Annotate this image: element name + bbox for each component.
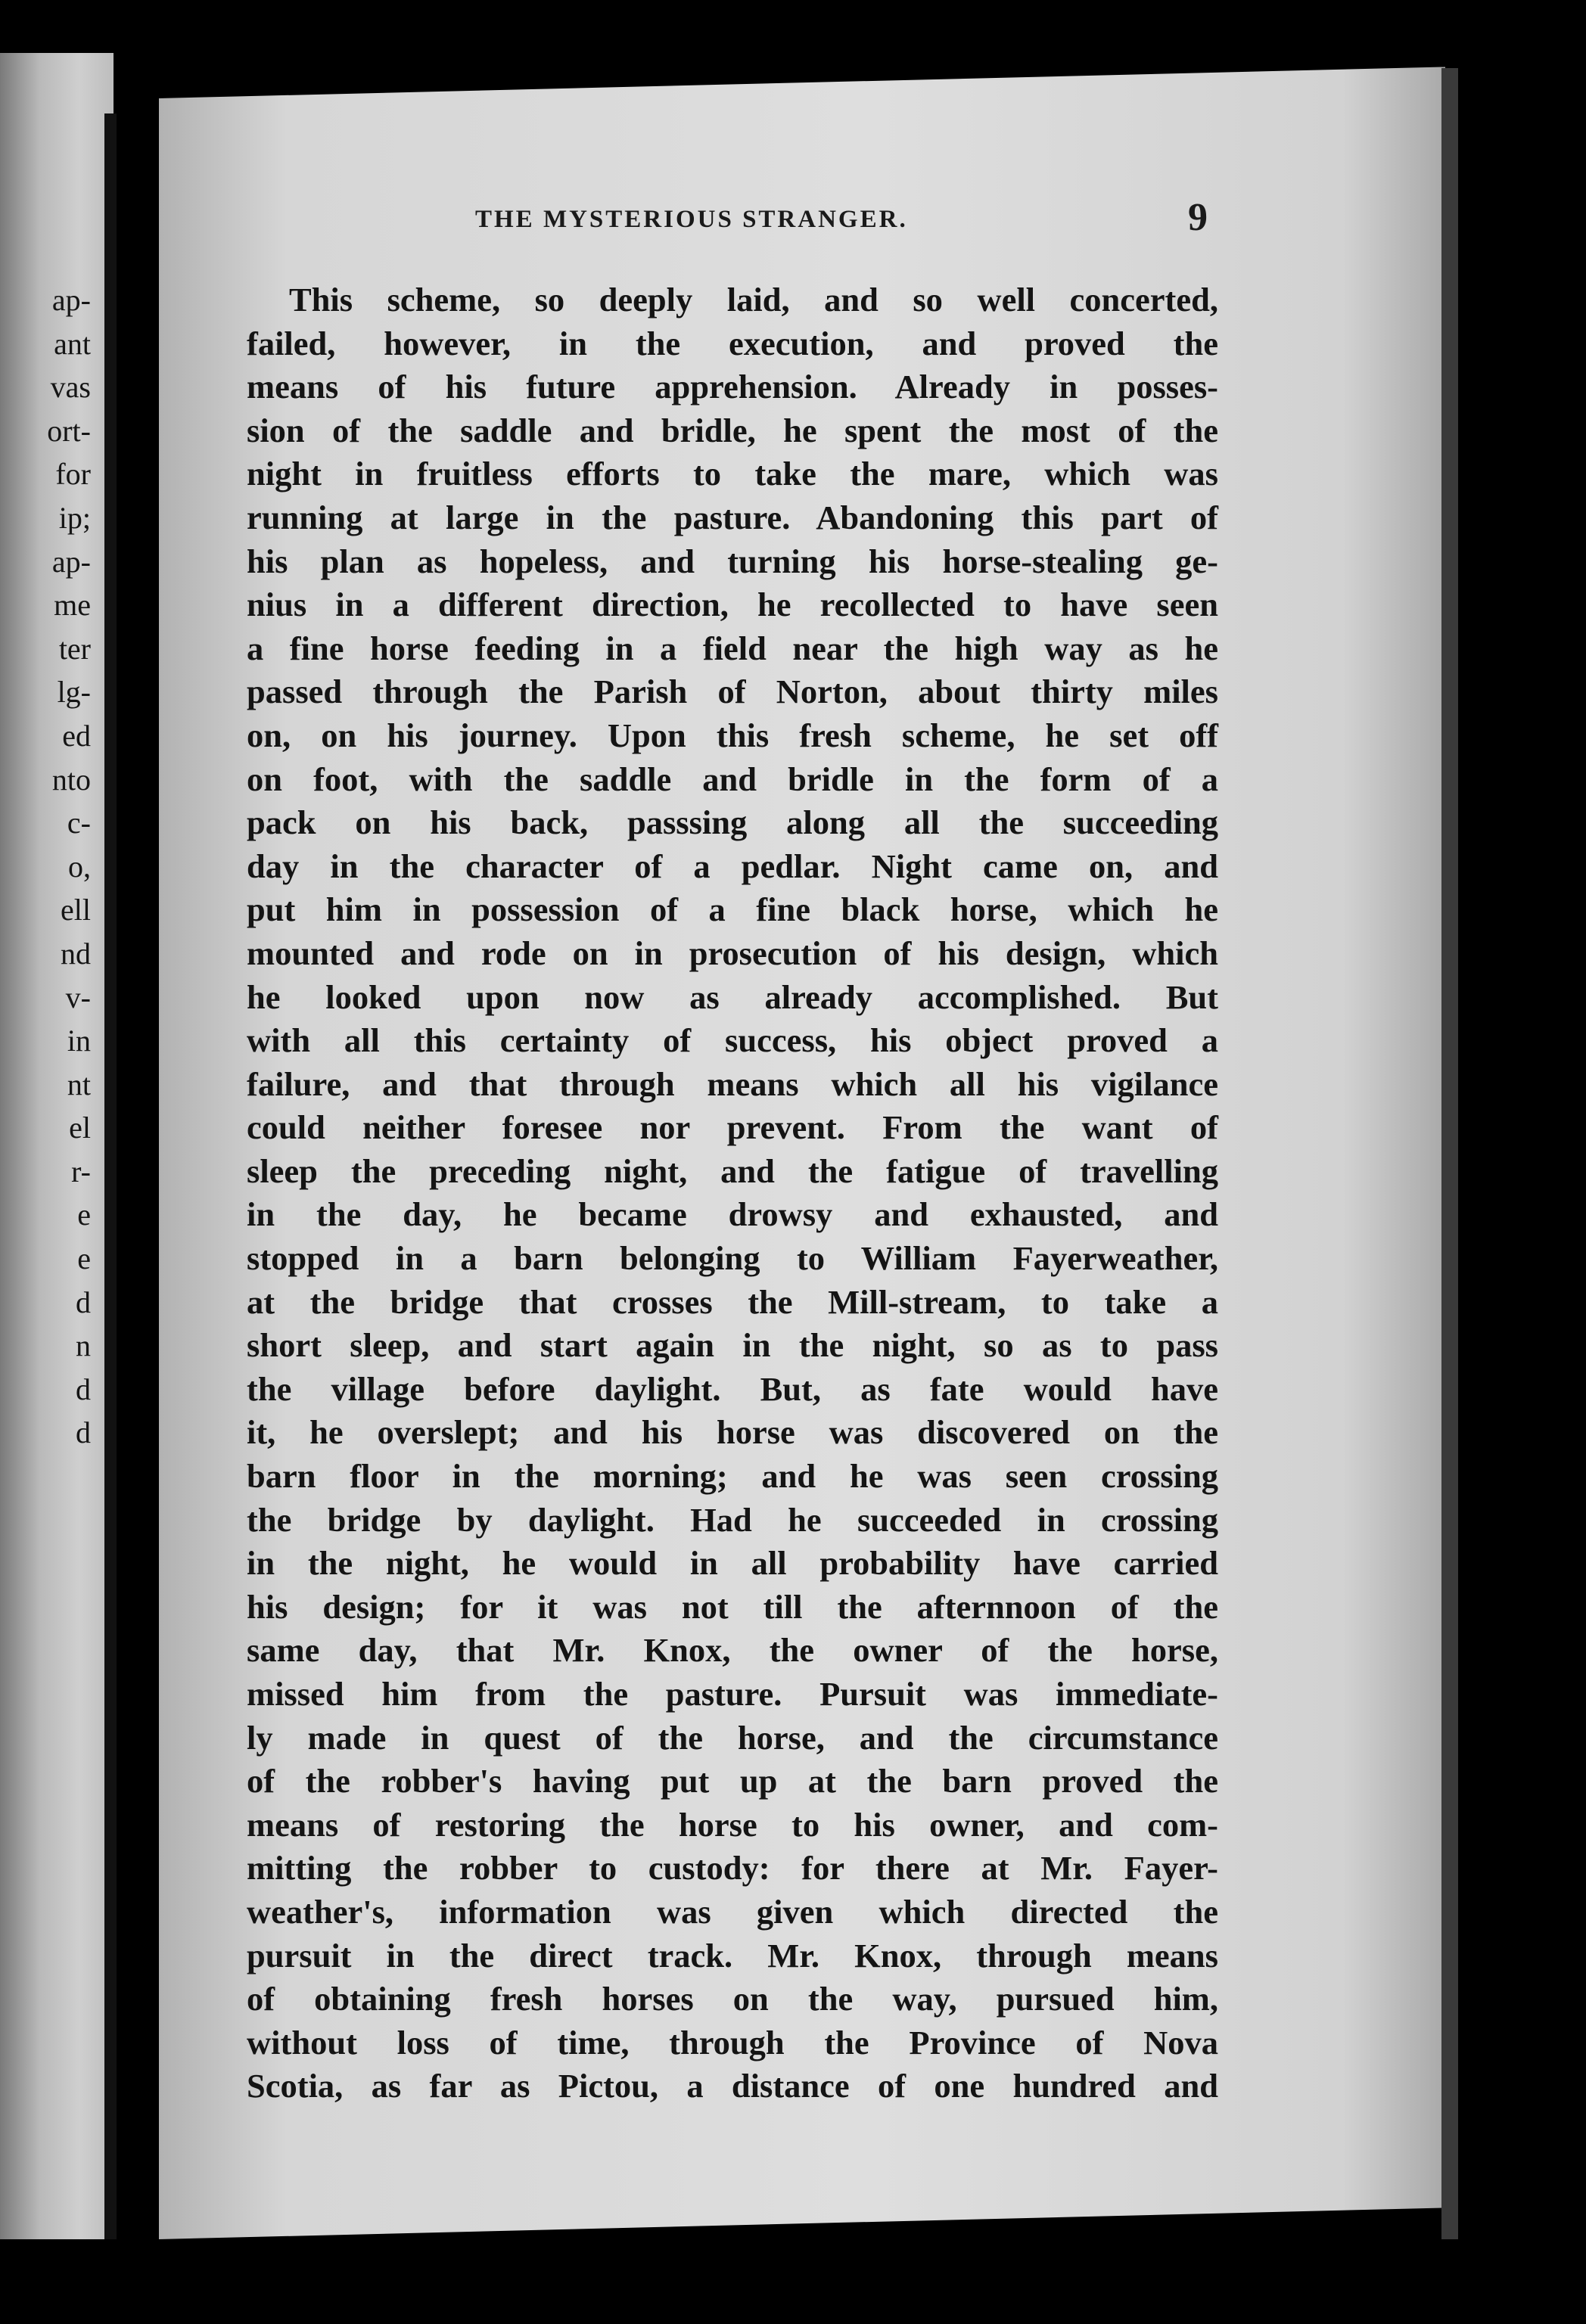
left-page-fragment: lg- [57, 675, 91, 710]
running-head: THE MYSTERIOUS STRANGER. [475, 206, 908, 233]
left-page-fragment: ed [62, 718, 91, 753]
text-line: stopped in a barn belonging to William Fayerweather, [247, 1239, 1218, 1278]
text-line: missed him from the pasture. Pursuit was immediate- [247, 1675, 1218, 1713]
left-page-fragment: ap- [51, 283, 91, 317]
text-line: of the robber's having put up at the barn proved the [247, 1762, 1218, 1800]
text-line: mitting the robber to custody: for there at Mr. Fayer- [247, 1849, 1218, 1887]
text-line: sion of the saddle and bridle, he spent the most of the [247, 411, 1218, 449]
left-page-fragment: ter [58, 631, 91, 666]
text-line: passed through the Parish of Norton, about thirty miles [247, 673, 1218, 711]
text-line: the village before daylight. But, as fate would have [247, 1369, 1218, 1408]
text-line: Scotia, as far as Pictou, a distance of one hundred and [247, 2067, 1218, 2105]
text-line: it, he overslept; and his horse was discovered on the [247, 1413, 1218, 1452]
left-page-fragment: c- [67, 806, 91, 840]
left-page-fragment: ap- [51, 544, 91, 579]
left-page-fragment: ant [54, 326, 91, 361]
left-page-fragment: in [67, 1024, 91, 1058]
text-line: running at large in the pasture. Abandoning this part of [247, 498, 1218, 536]
text-line: pursuit in the direct track. Mr. Knox, through means [247, 1936, 1218, 1974]
text-line: in the day, he became drowsy and exhausted, and [247, 1195, 1218, 1234]
left-page-fragment: nd [61, 936, 91, 971]
text-line: pack on his back, passsing along all the succeeding [247, 803, 1218, 842]
left-page-fragment: for [55, 457, 91, 492]
body-text [247, 278, 1218, 2108]
text-line: barn floor in the morning; and he was seen crossing [247, 1457, 1218, 1496]
left-page-fragment: d [76, 1285, 91, 1319]
text-line: failed, however, in the execution, and proved the [247, 324, 1218, 362]
text-line: at the bridge that crosses the Mill-stream, to take a [247, 1282, 1218, 1321]
text-line: his plan as hopeless, and turning his horse-stealing ge- [247, 542, 1218, 580]
left-page-fragment: v- [65, 980, 91, 1014]
text-line: short sleep, and start again in the night, so as to pass [247, 1326, 1218, 1365]
left-page-fragment: ell [61, 893, 91, 927]
left-page-fragment: d [76, 1415, 91, 1450]
page-number: 9 [1188, 196, 1208, 239]
text-line: in the night, he would in all probability have carried [247, 1544, 1218, 1583]
text-line: his design; for it was not till the afternnoon of the [247, 1587, 1218, 1626]
text-line: means of restoring the horse to his owner, and com- [247, 1805, 1218, 1844]
left-page-fragment: el [69, 1111, 91, 1145]
text-line: This scheme, so deeply laid, and so well concerted, [289, 281, 1218, 318]
text-line: could neither foresee nor prevent. From the want of [247, 1108, 1218, 1147]
text-line: means of his future apprehension. Already in posses- [247, 368, 1218, 406]
text-line: without loss of time, through the Province of Nova [247, 2023, 1218, 2061]
left-page-fragment: o, [68, 849, 91, 884]
text-line: on, on his journey. Upon this fresh scheme, he set off [247, 716, 1218, 754]
text-line: a fine horse feeding in a field near the high way as he [247, 629, 1218, 667]
left-page-text-fragments [0, 278, 91, 1455]
text-line: nius in a different direction, he recollected to have seen [247, 586, 1218, 624]
text-line: of obtaining fresh horses on the way, pursued him, [247, 1980, 1218, 2018]
text-line: mounted and rode on in prosecution of his design, which [247, 934, 1218, 972]
text-line: day in the character of a pedlar. Night came on, and [247, 847, 1218, 885]
left-page-fragment: nt [67, 1067, 91, 1101]
left-page-fragment: ip; [58, 500, 91, 535]
text-line: sleep the preceding night, and the fatigue of travelling [247, 1151, 1218, 1190]
text-line: the bridge by daylight. Had he succeeded in crossing [247, 1500, 1218, 1539]
left-page-fragment: ort- [47, 413, 91, 448]
right-page-edge [1441, 68, 1458, 2239]
left-page-fragment: nto [51, 762, 91, 797]
text-line: on foot, with the saddle and bridle in the form of a [247, 760, 1218, 798]
left-page-fragment: e [77, 1241, 91, 1276]
left-page-fragment: vas [50, 370, 91, 405]
left-page-fragment: me [54, 588, 91, 623]
text-line: ly made in quest of the horse, and the circumstance [247, 1718, 1218, 1757]
left-page-fragment: n [76, 1328, 91, 1363]
left-page-fragment: r- [71, 1154, 91, 1188]
left-page-fragment: d [76, 1372, 91, 1406]
text-line: failure, and that through means which all his vigilance [247, 1064, 1218, 1103]
text-line: weather's, information was given which directed the [247, 1892, 1218, 1931]
text-line: put him in possession of a fine black horse, which he [247, 890, 1218, 929]
book-gutter [104, 113, 117, 2239]
text-line: night in fruitless efforts to take the mare, which was [247, 455, 1218, 493]
text-line: with all this certainty of success, his object proved a [247, 1021, 1218, 1060]
text-line: same day, that Mr. Knox, the owner of the horse, [247, 1631, 1218, 1670]
left-page-fragment: e [77, 1198, 91, 1232]
text-line: he looked upon now as already accomplished. But [247, 977, 1218, 1016]
